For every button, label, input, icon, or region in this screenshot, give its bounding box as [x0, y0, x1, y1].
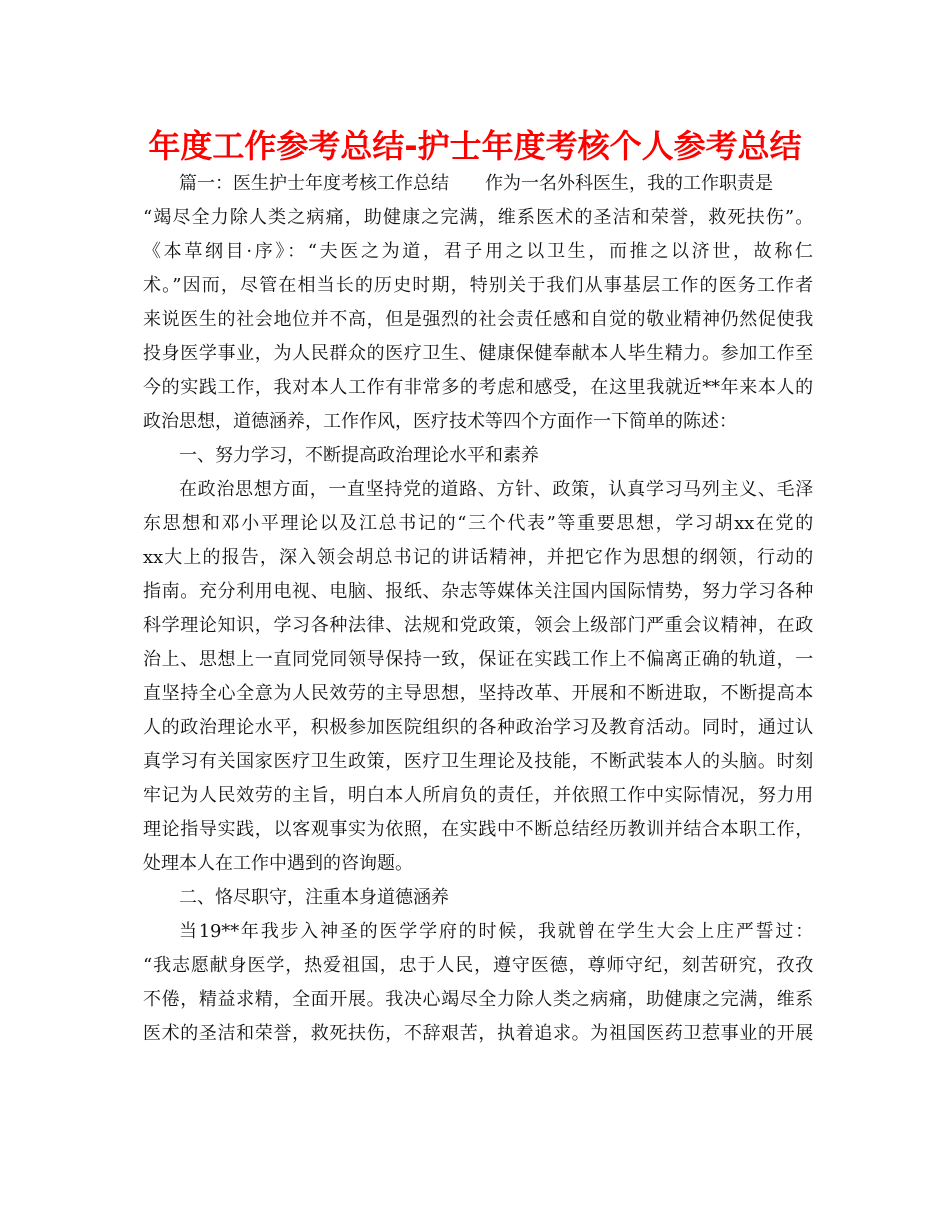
paragraph-line: “竭尽全力除人类之病痛，助健康之完满，维系医术的圣洁和荣誉，救死扶伤”。 — [143, 207, 813, 228]
paragraph-line: 人的政治理论水平，积极参加医院组织的各种政治学习及教育活动。同时，通过认 — [143, 717, 813, 738]
paragraph-line: 处理本人在工作中遇到的咨询题。 — [143, 853, 413, 874]
paragraph-line: 治上、思想上一直同党同领导保持一致，保证在实践工作上不偏离正确的轨道，一 — [143, 649, 813, 670]
paragraph-line: 理论指导实践，以客观事实为依照，在实践中不断总结经历教训并结合本职工作， — [143, 819, 813, 840]
paragraph-line: 不倦，精益求精，全面开展。我决心竭尽全力除人类之病痛，助健康之完满，维系 — [143, 989, 813, 1010]
paragraph-line: 政治思想，道德涵养，工作作风，医疗技术等四个方面作一下简单的陈述： — [143, 411, 737, 432]
paragraph-line: “我志愿献身医学，热爱祖国，忠于人民，遵守医德，尊师守纪，刻苦研究，孜孜 — [143, 955, 813, 976]
paragraph-line: 篇一：医生护士年度考核工作总结 作为一名外科医生，我的工作职责是 — [179, 173, 773, 194]
paragraph-line: 《本草纲目·序》：“夫医之为道，君子用之以卫生，而推之以济世，故称仁 — [143, 241, 813, 262]
paragraph-line: 来说医生的社会地位并不高，但是强烈的社会责任感和自觉的敬业精神仍然促使我 — [143, 309, 813, 330]
paragraph-line: 真学习有关国家医疗卫生政策，医疗卫生理论及技能，不断武装本人的头脑。时刻 — [143, 751, 813, 772]
section-heading: 二、恪尽职守，注重本身道德涵养 — [179, 887, 449, 908]
document-body — [143, 167, 813, 1051]
paragraph-line: 东思想和邓小平理论以及江总书记的“三个代表”等重要思想，学习胡xx在党的 — [143, 513, 813, 534]
paragraph-line: 今的实践工作，我对本人工作有非常多的考虑和感受，在这里我就近**年来本人的 — [143, 377, 813, 398]
paragraph-line: 直坚持全心全意为人民效劳的主导思想，坚持改革、开展和不断进取，不断提高本 — [143, 683, 813, 704]
paragraph-line: 指南。充分利用电视、电脑、报纸、杂志等媒体关注国内国际情势，努力学习各种 — [143, 581, 813, 602]
section-heading: 一、努力学习，不断提高政治理论水平和素养 — [179, 445, 539, 466]
paragraph-line: 医术的圣洁和荣誉，救死扶伤，不辞艰苦，执着追求。为祖国医药卫惹事业的开展 — [143, 1023, 813, 1044]
document-title: 年度工作参考总结-护士年度考核个人参考总结 — [148, 127, 802, 165]
paragraph-line: 投身医学事业，为人民群众的医疗卫生、健康保健奉献本人毕生精力。参加工作至 — [143, 343, 813, 364]
paragraph-line: 在政治思想方面，一直坚持党的道路、方针、政策，认真学习马列主义、毛泽 — [179, 479, 813, 500]
paragraph-line: 科学理论知识，学习各种法律、法规和党政策，领会上级部门严重会议精神，在政 — [143, 615, 813, 636]
paragraph-line: xx大上的报告，深入领会胡总书记的讲话精神，并把它作为思想的纲领，行动的 — [143, 547, 813, 568]
paragraph-line: 术。”因而，尽管在相当长的历史时期，特别关于我们从事基层工作的医务工作者 — [143, 275, 813, 296]
paragraph-line: 当19**年我步入神圣的医学学府的时候，我就曾在学生大会上庄严誓过： — [179, 921, 813, 942]
paragraph-line: 牢记为人民效劳的主旨，明白本人所肩负的责任，并依照工作中实际情况，努力用 — [143, 785, 813, 806]
